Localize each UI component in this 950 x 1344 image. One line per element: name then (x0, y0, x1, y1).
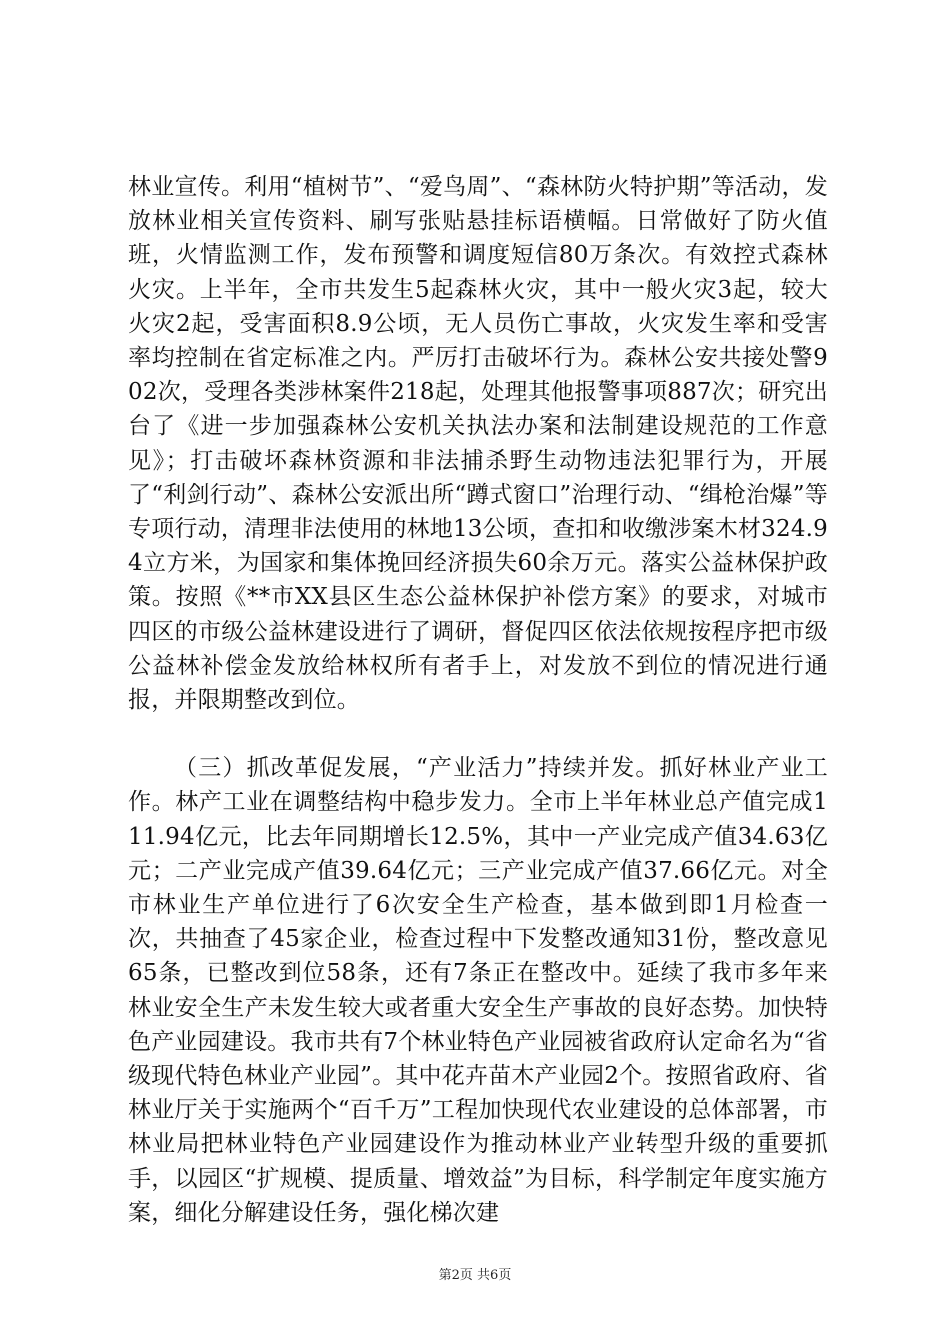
page-footer: 第2页 共6页 (438, 1268, 512, 1283)
paragraph-industry-development: （三）抓改革促发展，“产业活力”持续并发。抓好林业产业工作。林产工业在调整结构中稳步发力。全市上半年林业总产值完成111.94亿元，比去年同期增长12.5%，其中一产业完成产值34.63亿元；二产业完成产值39.64亿元；三产业完成产值37.66亿元。对全市林业生产单位进行了6次安全生产检查，基本做到即1月检查一次，共抽查了45家企业，检查过程中下发整改通知31份，整改意见65条，已整改到位58条，还有7条正在整改中。延续了我市多年来林业安全生产未发生较大或者重大安全生产事故的良好态势。加快特色产业园建设。我市共有7个林业特色产业园被省政府认定命名为“省级现代特色林业产业园”。其中花卉苗木产业园2个。按照省政府、省林业厅关于实施两个“百千万”工程加快现代农业建设的总体部署，市林业局把林业特色产业园建设作为推动林业产业转型升级的重要抓手，以园区“扩规模、提质量、增效益”为目标，科学制定年度实施方案，细化分解建设任务，强化梯次建 (128, 755, 828, 1226)
paragraph-forestry-publicity: 林业宣传。利用“植树节”、“爱鸟周”、“森林防火特护期”等活动，发放林业相关宣传资料、刷写张贴悬挂标语横幅。日常做好了防火值班，火情监测工作，发布预警和调度短信80万条次。有效控式森林火灾。上半年，全市共发生5起森林火灾，其中一般火灾3起，较大火灾2起，受害面积8.9公顷，无人员伤亡事故，火灾发生率和受害率均控制在省定标准之内。严厉打击破坏行为。森林公安共接处警902次，受理各类涉林案件218起，处理其他报警事项887次；研究出台了《进一步加强森林公安机关执法办案和法制建设规范的工作意见》；打击破坏森林资源和非法捕杀野生动物违法犯罪行为，开展了“利剑行动”、森林公安派出所“蹲式窗口”治理行动、“缉枪治爆”等专项行动，清理非法使用的林地13公顷，查扣和收缴涉案木材324.94立方米，为国家和集体挽回经济损失60余万元。落实公益林保护政策。按照《**市XX县区生态公益林保护补偿方案》的要求，对城市四区的市级公益林建设进行了调研，督促四区依法依规按程序把市级公益林补偿金发放给林权所有者手上，对发放不到位的情况进行通报，并限期整改到位。 (128, 174, 828, 714)
document-body (128, 170, 828, 1230)
